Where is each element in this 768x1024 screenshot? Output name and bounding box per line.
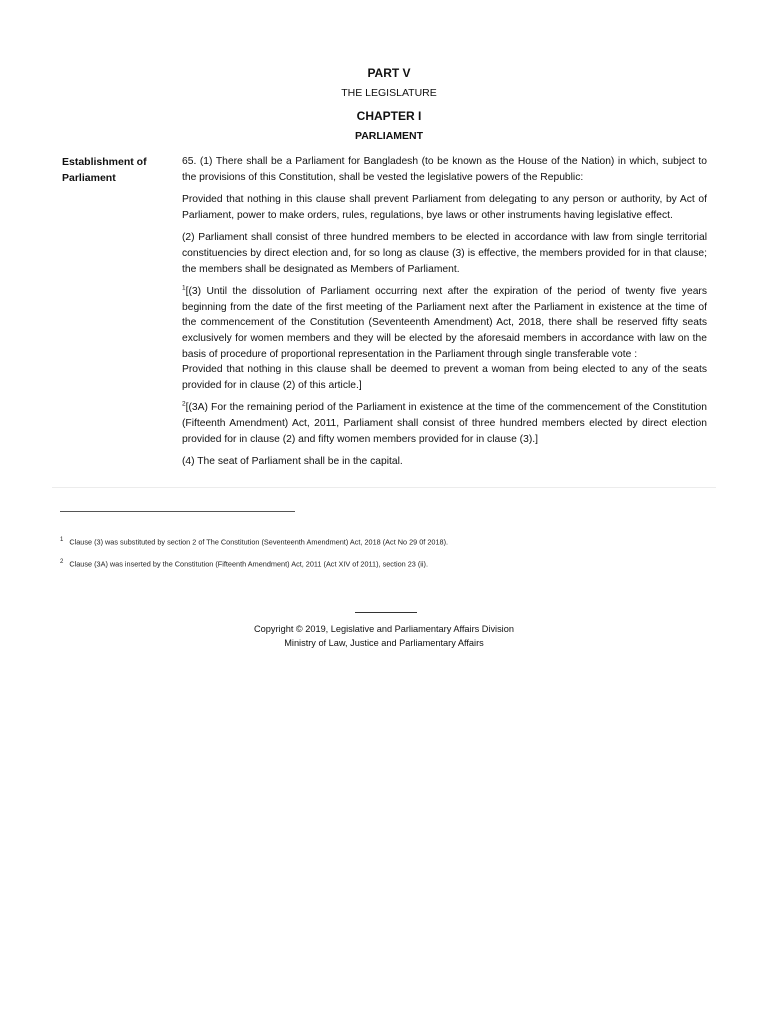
chapter-title: PARLIAMENT (354, 130, 424, 142)
part-title: THE LEGISLATURE (341, 87, 437, 99)
footnote-text: Clause (3A) was inserted by the Constitution (Fifteenth Amendment) Act, 2011 (Act XIV of 2011), section 23 (ii). (69, 559, 429, 569)
article-body (182, 154, 707, 470)
footnote-number: 1 (60, 537, 64, 543)
clause-3 (182, 284, 707, 362)
footnote-text: Clause (3) was substituted by section 2 of The Constitution (Seventeenth Amendment) Act, 2018 (Act No 29 0f 2018). (69, 537, 449, 547)
footnote-number: 2 (60, 559, 64, 565)
footnote-separator (60, 511, 295, 512)
clause-1 (182, 154, 707, 185)
clause-3a (182, 400, 707, 447)
clause-text: 65. (1) There shall be a Parliament for Bangladesh (to be known as the House of the Nation) in which, subject to the provisions of this Constitution, shall be vested the legislative powers of the Republic: (182, 156, 707, 183)
clause-3-proviso (182, 362, 707, 393)
clause-text: (4) The seat of Parliament shall be in the capital. (182, 456, 403, 468)
clause-1-proviso (182, 192, 707, 223)
footnote-marker: 1 (182, 284, 186, 292)
footnote-2 (60, 557, 680, 569)
footnote-marker: 2 (182, 400, 186, 408)
clause-text: (2) Parliament shall consist of three hundred members to be elected in accordance with law from single territorial constituencies by direct election and, for so long as clause (3) is effective, the members provided for in that clause; the members shall be designated as Members of Parliament. (182, 232, 707, 275)
content-divider (52, 487, 716, 488)
clause-2 (182, 230, 707, 277)
clause-text: [(3) Until the dissolution of Parliament occurring next after the expiration of the period of twenty five years beginning from the date of the first meeting of the Parliament next after the Parliament in existence at the time of the commencement of the Constitution (Seventeenth Amendment) Act, 2018, there shall be reserved fifty seats exclusively for women members and they will be elected by the aforesaid members in accordance with law on the basis of procedure of proportional representation in the Parliament through single transferable vote : (182, 286, 707, 360)
part-number: PART V (367, 66, 411, 80)
clause-text: Provided that nothing in this clause shall be deemed to prevent a woman from being elected to any of the seats provided for in clause (2) of this article.] (182, 364, 707, 391)
clause-4 (182, 454, 707, 470)
clause-text: Provided that nothing in this clause shall prevent Parliament from delegating to any person or authority, by Act of Parliament, power to make orders, rules, regulations, bye laws or other instruments having legislative effect. (182, 194, 707, 221)
footnote-1 (60, 535, 680, 547)
copyright-separator (355, 612, 417, 613)
copyright-line-2: Ministry of Law, Justice and Parliamentary Affairs (284, 638, 484, 648)
clause-text: [(3A) For the remaining period of the Parliament in existence at the time of the commencement of the Constitution (Fifteenth Amendment) Act, 2011, Parliament shall consist of three hundred members elected by direct election provided for in clause (2) and fifty women members provided for in clause (3).] (182, 402, 707, 445)
copyright-line-1: Copyright © 2019, Legislative and Parliamentary Affairs Division (254, 624, 514, 634)
marginal-note: Establishment of Parliament (62, 156, 147, 184)
chapter-number: CHAPTER I (356, 109, 422, 123)
